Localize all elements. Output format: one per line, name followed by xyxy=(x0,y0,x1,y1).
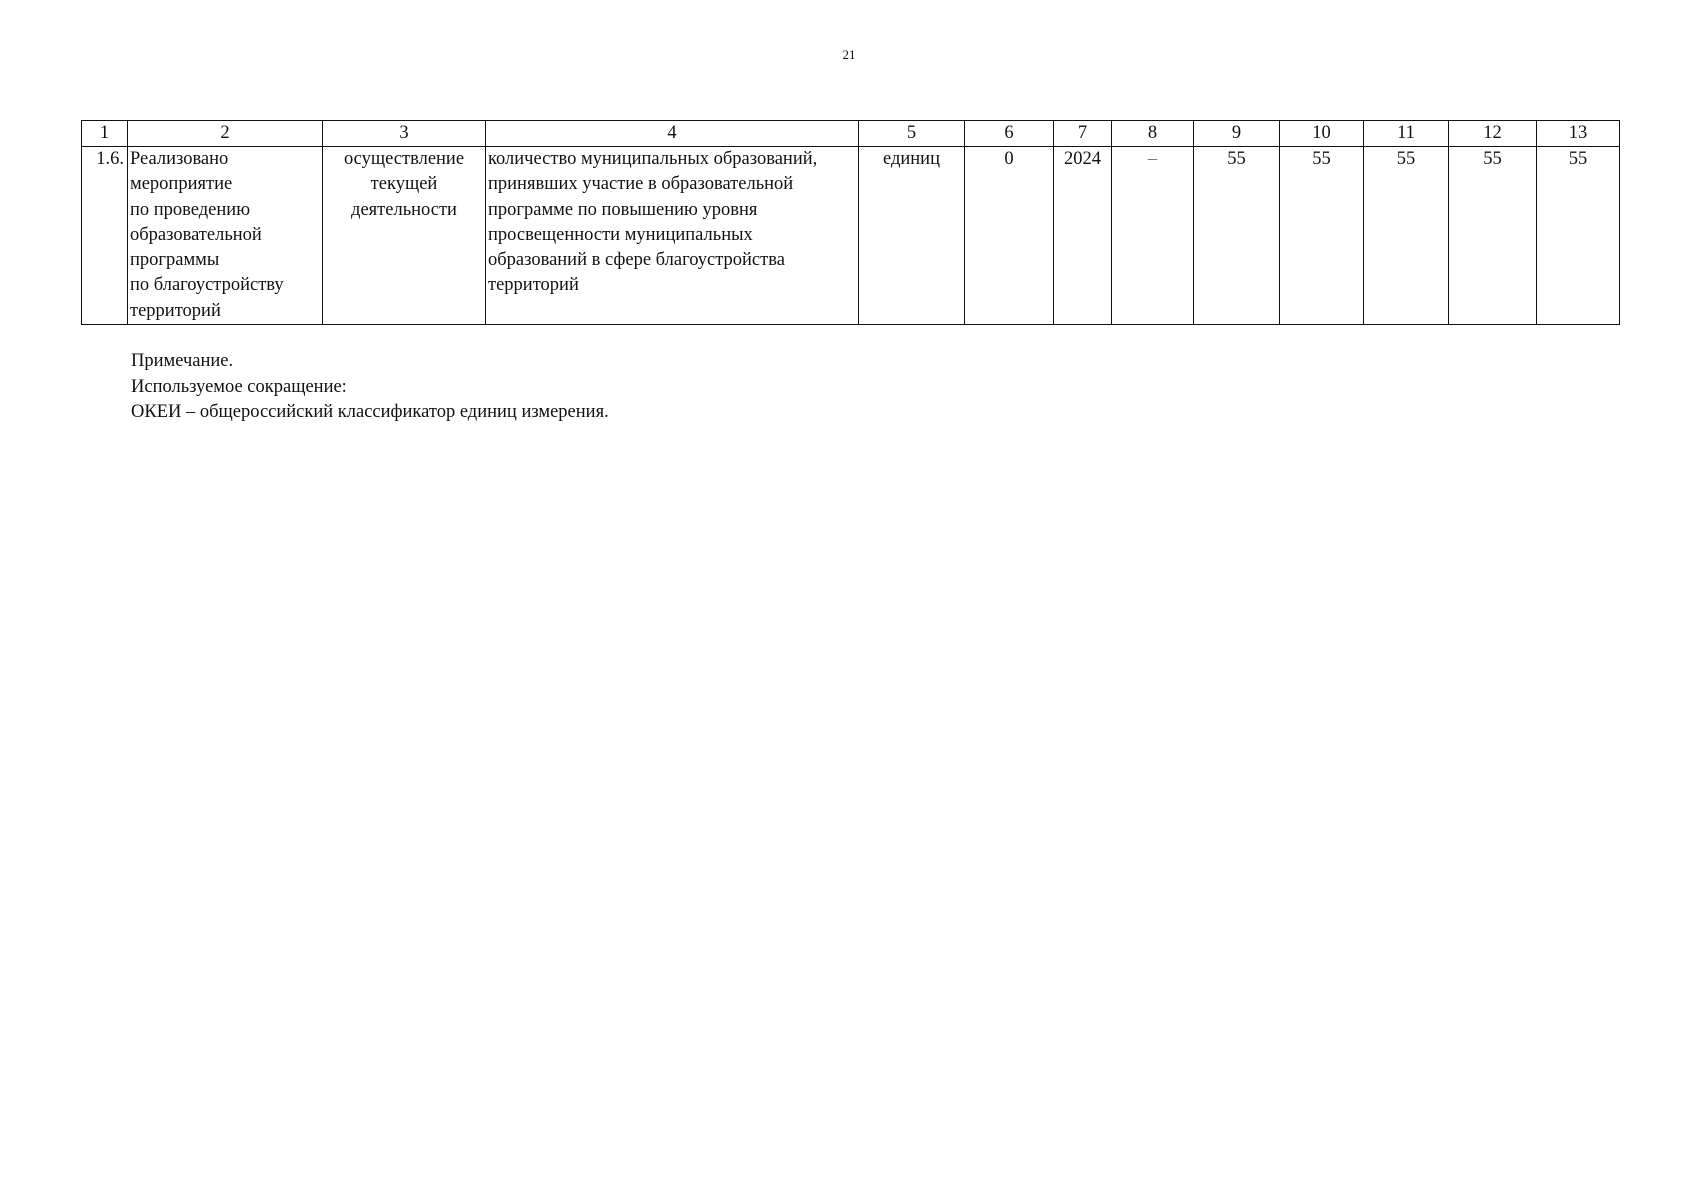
result-line: территорий xyxy=(130,300,221,321)
column-header: 13 xyxy=(1537,121,1620,147)
row-number-cell: 1.6. xyxy=(82,147,128,325)
indicator-line: количество муниципальных образований, xyxy=(488,149,818,169)
column-header: 5 xyxy=(859,121,965,147)
result-cell xyxy=(128,147,323,325)
indicators-table xyxy=(81,120,1620,325)
table-header-row xyxy=(82,121,1620,147)
column-header: 10 xyxy=(1280,121,1364,147)
column-header: 8 xyxy=(1112,121,1194,147)
column-header: 2 xyxy=(128,121,323,147)
type-line: текущей xyxy=(370,174,438,195)
indicator-line: просвещенности муниципальных xyxy=(488,224,753,245)
column-header: 9 xyxy=(1194,121,1280,147)
indicator-line: программе по повышению уровня xyxy=(488,199,758,220)
col11-cell: 55 xyxy=(1364,147,1449,325)
col13-cell: 55 xyxy=(1537,147,1620,325)
column-header: 3 xyxy=(323,121,486,147)
indicator-line: принявших участие в образовательной xyxy=(488,174,794,195)
page-number: 21 xyxy=(842,47,856,62)
note-heading: Примечание. xyxy=(131,351,234,371)
result-line: мероприятие xyxy=(130,174,233,195)
base-value-cell: 0 xyxy=(965,147,1054,325)
col10-cell: 55 xyxy=(1280,147,1364,325)
table-row xyxy=(82,147,1620,325)
column-header: 1 xyxy=(82,121,128,147)
column-header: 11 xyxy=(1364,121,1449,147)
indicator-cell xyxy=(486,147,859,325)
indicator-line: образований в сфере благоустройства xyxy=(488,250,785,271)
type-line: деятельности xyxy=(351,199,457,220)
result-line: Реализовано xyxy=(130,149,229,169)
column-header: 12 xyxy=(1449,121,1537,147)
col12-cell: 55 xyxy=(1449,147,1537,325)
indicator-line: территорий xyxy=(488,275,579,296)
type-cell xyxy=(323,147,486,325)
result-line: по благоустройству xyxy=(130,275,284,296)
result-line: образовательной xyxy=(130,224,262,245)
col9-cell: 55 xyxy=(1194,147,1280,325)
dash-value: – xyxy=(1147,149,1158,169)
unit-cell: единиц xyxy=(859,147,965,325)
column-header: 7 xyxy=(1054,121,1112,147)
note-abbrev-heading: Используемое сокращение: xyxy=(131,376,347,397)
column-header: 6 xyxy=(965,121,1054,147)
result-line: по проведению xyxy=(130,199,251,220)
col8-cell xyxy=(1112,147,1194,325)
type-line: осуществление xyxy=(343,149,465,169)
column-header: 4 xyxy=(486,121,859,147)
result-line: программы xyxy=(130,250,220,271)
notes-block xyxy=(131,349,609,426)
year-cell: 2024 xyxy=(1054,147,1112,325)
note-abbrev-okei: ОКЕИ – общероссийский классификатор единиц измерения. xyxy=(131,402,609,422)
